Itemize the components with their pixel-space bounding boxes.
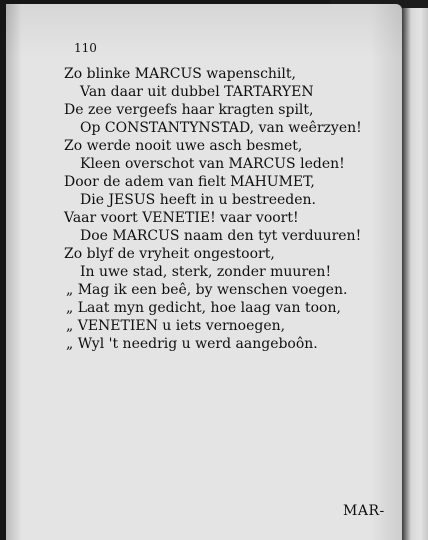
- poem-line-1: Zo blinke MARCUS wapenschilt,: [64, 66, 296, 82]
- poem-line-5: Zo werde nooit uwe asch besmet,: [64, 138, 303, 154]
- poem-line-7: Door de adem van fielt MAHUMET,: [64, 174, 315, 190]
- catchword: MAR-: [343, 503, 385, 519]
- poem-line-12: In uwe stad, sterk, zonder muuren!: [80, 264, 332, 280]
- poem-line-11: Zo blyf de vryheit ongestoort,: [64, 246, 275, 262]
- poem-line-4: Op CONSTANTYNSTAD, van weêrzyen!: [80, 120, 362, 136]
- poem-line-8: Die JESUS heeft in u bestreeden.: [80, 192, 316, 208]
- poem-line-9: Vaar voort VENETIE! vaar voort!: [64, 210, 299, 226]
- page-number: 110: [74, 41, 97, 55]
- poem-line-3: De zee vergeefs haar kragten spilt,: [64, 102, 314, 118]
- poem-line-13: „ Mag ik een beê, by wenschen voegen.: [66, 282, 348, 298]
- poem-line-10: Doe MARCUS naam den tyt verduuren!: [80, 228, 362, 244]
- book-page: [6, 4, 402, 540]
- poem-line-16: „ Wyl 't needrig u werd aangeboôn.: [66, 336, 318, 352]
- poem-line-15: „ VENETIEN u iets vernoegen,: [66, 318, 286, 334]
- poem-line-2: Van daar uit dubbel TARTARYEN: [80, 84, 314, 100]
- poem-line-6: Kleen overschot van MARCUS leden!: [80, 156, 345, 172]
- facing-page-edge: [402, 8, 428, 540]
- poem-line-14: „ Laat myn gedicht, hoe laag van toon,: [66, 300, 341, 316]
